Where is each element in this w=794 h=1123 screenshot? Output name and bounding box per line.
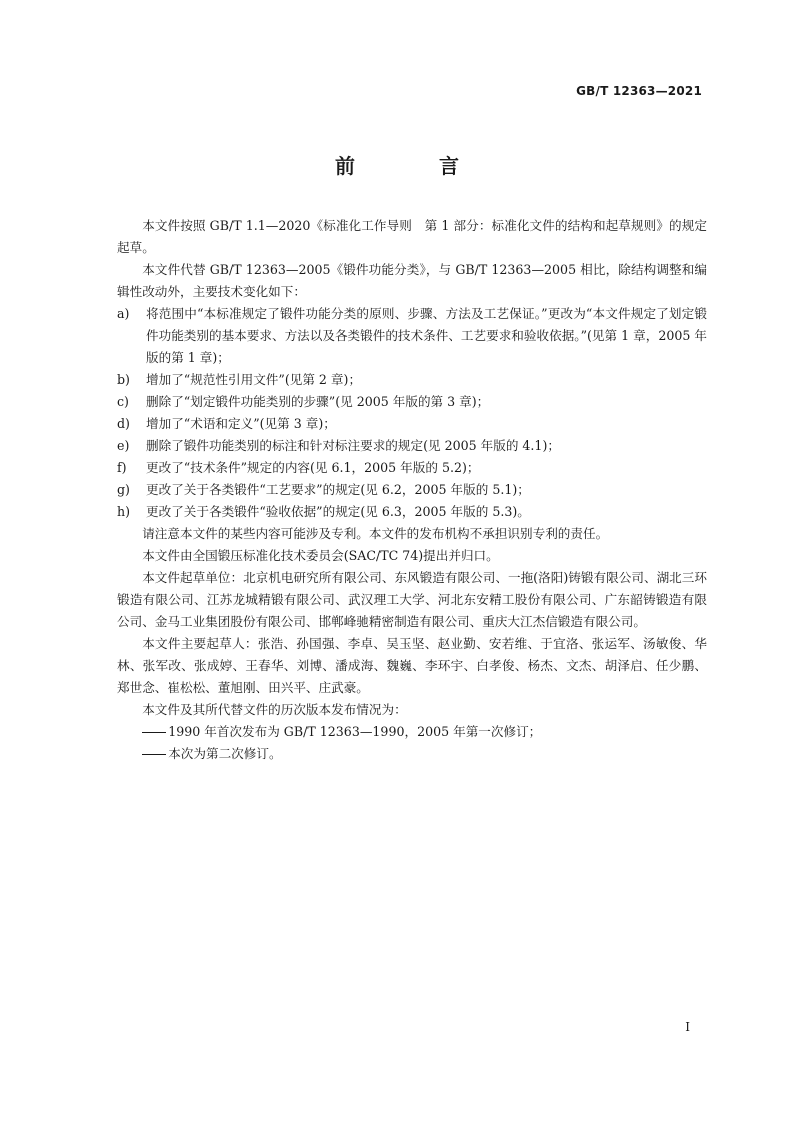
drafters-paragraph: 本文件主要起草人：张浩、孙国强、李卓、吴玉坚、赵业勤、安若维、于宜洛、张运军、汤敏俊、华林、张军改、张成婷、王春华、刘博、潘成海、魏巍、李环宇、白孝俊、杨杰、文杰、胡泽启、任少鹏、郑世念、崔松松、董旭刚、田兴平、庄武豪。	[117, 636, 707, 695]
em-dash-mark	[142, 754, 166, 755]
list-item	[117, 435, 707, 457]
list-marker: d)	[117, 416, 130, 431]
list-marker: a)	[117, 306, 130, 321]
list-text: 更改了关于各类锻件“工艺要求”的规定(见 6.2，2005 年版的 5.1)；	[146, 482, 530, 497]
list-text: 删除了锻件功能类别的标注和针对标注要求的规定(见 2005 年版的 4.1)；	[146, 438, 560, 453]
patent-notice: 请注意本文件的某些内容可能涉及专利。本文件的发布机构不承担识别专利的责任。	[142, 526, 609, 541]
history-item	[117, 721, 707, 743]
drafting-rule-paragraph: 本文件按照 GB/T 1.1—2020《标准化工作导则 第 1 部分：标准化文件的结构和起草规则》的规定起草。	[117, 218, 707, 255]
list-text: 增加了“术语和定义”(见第 3 章)；	[146, 416, 336, 431]
history-text: 本次为第二次修订。	[168, 746, 282, 761]
list-item	[117, 391, 707, 413]
list-item	[117, 501, 707, 523]
page-title: 前 言	[335, 154, 491, 178]
list-item	[117, 369, 707, 391]
foreword-body	[117, 215, 707, 765]
proposer-paragraph: 本文件由全国锻压标准化技术委员会(SAC/TC 74)提出并归口。	[142, 548, 499, 563]
list-text: 删除了“划定锻件功能类别的步骤”(见 2005 年版的第 3 章)；	[146, 394, 490, 409]
list-text: 更改了关于各类锻件“验收依据”的规定(见 6.3，2005 年版的 5.3)。	[146, 504, 530, 519]
list-marker: f)	[117, 460, 127, 475]
list-item	[117, 479, 707, 501]
list-marker: c)	[117, 394, 129, 409]
list-text: 更改了“技术条件”规定的内容(见 6.1，2005 年版的 5.2)；	[146, 460, 480, 475]
list-item	[117, 303, 707, 369]
list-marker: e)	[117, 438, 130, 453]
list-marker: h)	[117, 504, 131, 519]
changes-list	[117, 303, 707, 523]
replacement-paragraph: 本文件代替 GB/T 12363—2005《锻件功能分类》，与 GB/T 12363—2005 相比，除结构调整和编辑性改动外，主要技术变化如下：	[117, 262, 707, 299]
page-number: I	[685, 1020, 690, 1034]
list-marker: g)	[117, 482, 130, 497]
list-text: 将范围中“本标准规定了锻件功能分类的原则、步骤、方法及工艺保证。”更改为“本文件规定了划定锻件功能类别的基本要求、方法以及各类锻件的技术条件、工艺要求和验收依据。”(见第 1 章，2005 年版的第 1 章)；	[146, 306, 707, 365]
history-text: 1990 年首次发布为 GB/T 12363—1990，2005 年第一次修订；	[168, 724, 542, 739]
list-item	[117, 413, 707, 435]
history-intro: 本文件及其所代替文件的历次版本发布情况为：	[142, 702, 407, 717]
list-marker: b)	[117, 372, 130, 387]
standard-code: GB/T 12363—2021	[576, 84, 702, 98]
list-item	[117, 457, 707, 479]
list-text: 增加了“规范性引用文件”(见第 2 章)；	[146, 372, 362, 387]
history-item	[117, 743, 707, 765]
drafting-units-paragraph: 本文件起草单位：北京机电研究所有限公司、东风锻造有限公司、一拖(洛阳)铸锻有限公司、湖北三环锻造有限公司、江苏龙城精锻有限公司、武汉理工大学、河北东安精工股份有限公司、广东韶铸锻造有限公司、金马工业集团股份有限公司、邯郸峰驰精密制造有限公司、重庆大江杰信锻造有限公司。	[117, 570, 707, 629]
em-dash-mark	[142, 732, 166, 733]
